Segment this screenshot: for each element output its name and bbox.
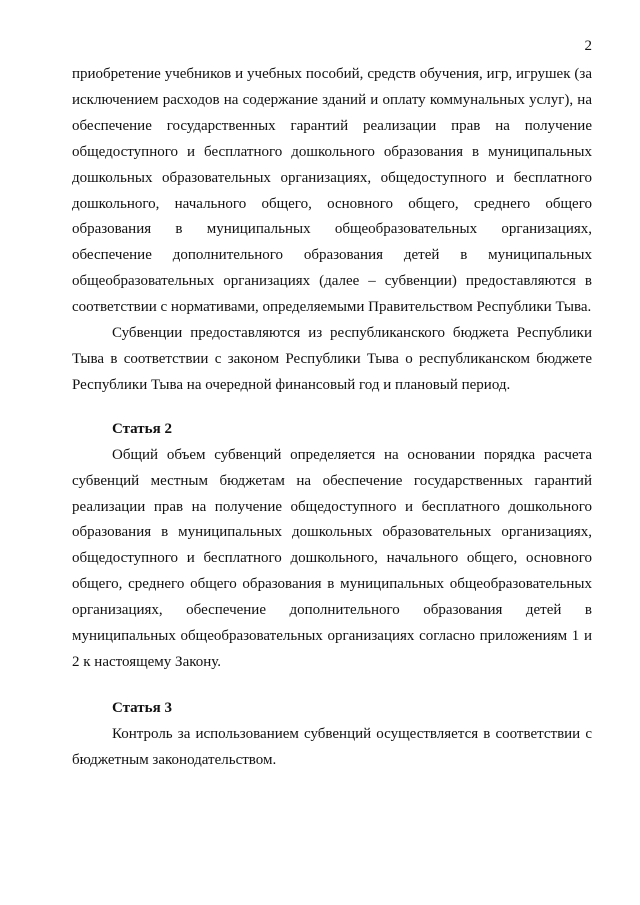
article-3-heading: Статья 3 [112, 699, 172, 716]
page-number: 2 [584, 38, 592, 54]
spacer [72, 676, 592, 696]
spacer [72, 399, 592, 417]
document-body [72, 62, 592, 774]
paragraph-subventions-source: Субвенции предоставляются из республиканского бюджета Республики Тыва в соответствии с законом Республики Тыва о республиканском бюджете Республики Тыва на очередной финансовый год и плановый период. [72, 325, 592, 393]
article-3-text: Контроль за использованием субвенций осуществляется в соответствии с бюджетным законодательством. [72, 725, 592, 768]
article-2-heading: Статья 2 [112, 420, 172, 437]
article-2-text: Общий объем субвенций определяется на основании порядка расчета субвенций местным бюджетам на обеспечение государственных гарантий реализации прав на получение общедоступного и бесплатного дошкольного образования в муниципальных дошкольных образовательных организациях, общедоступного и бесплатного дошкольного, начального общего, основного общего, среднего общего образования в муниципальных общеобразовательных организациях, обеспечение дополнительного образования детей в муниципальных общеобразовательных организациях согласно приложениям 1 и 2 к настоящему Закону. [72, 446, 592, 670]
paragraph-continuation: приобретение учебников и учебных пособий, средств обучения, игр, игрушек (за исключением расходов на содержание зданий и оплату коммунальных услуг), на обеспечение государственных гарантий реализации прав на получение общедоступного и бесплатного дошкольного образования в муниципальных дошкольных образовательных организациях, общедоступного и бесплатного дошкольного, начального общего, основного общего, среднего общего образования в муниципальных общеобразовательных организациях, обеспечение дополнительного образования детей в муниципальных общеобразовательных организациях (далее – субвенции) предоставляются в соответствии с нормативами, определяемыми Правительством Республики Тыва. [72, 66, 592, 316]
